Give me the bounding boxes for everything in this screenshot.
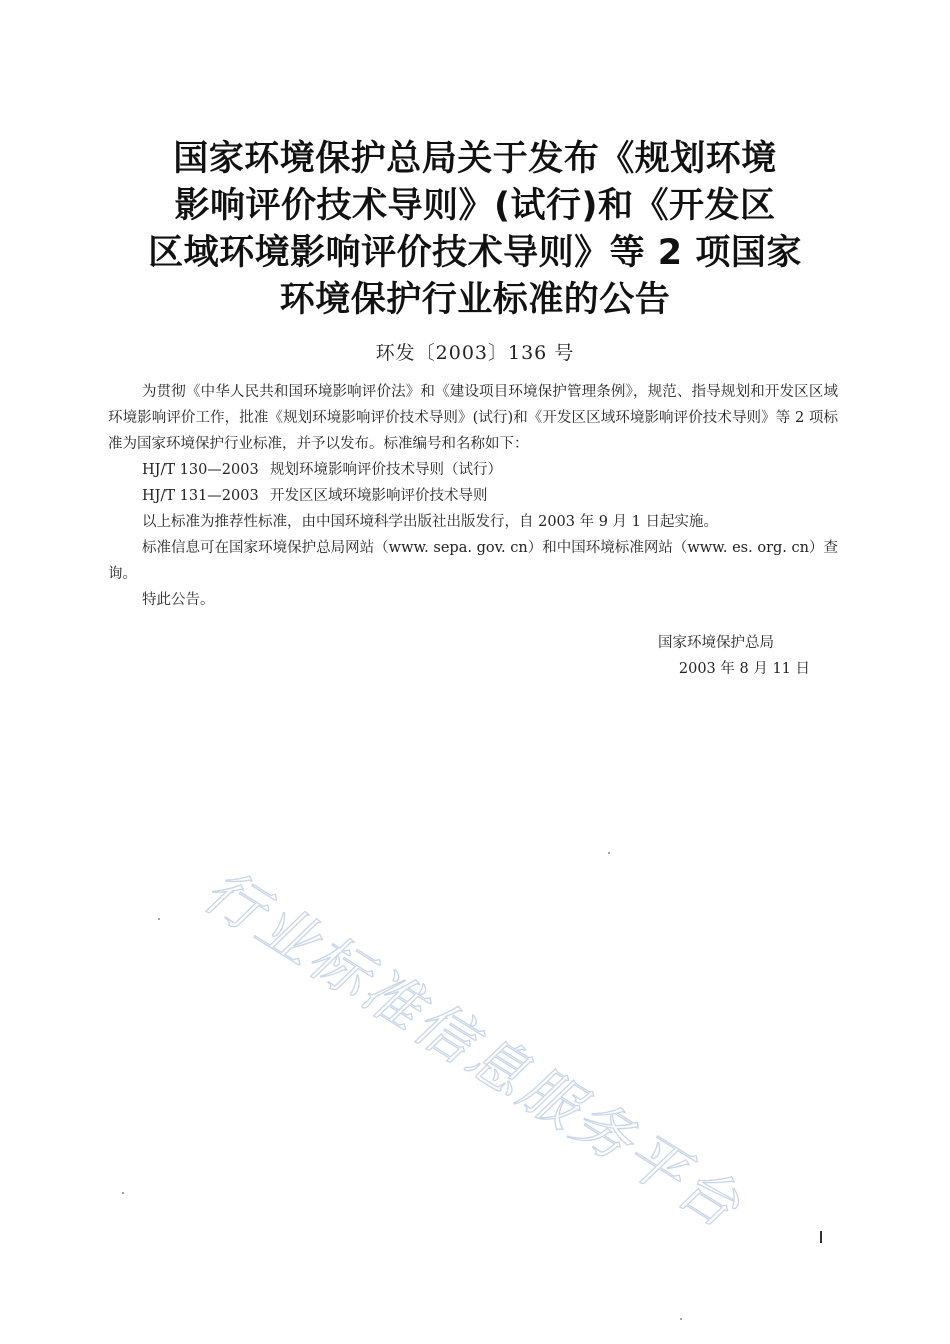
title-line-2: 影响评价技术导则》(试行)和《开发区 bbox=[174, 186, 776, 226]
scan-speck bbox=[680, 1318, 682, 1320]
signature-org: 国家环境保护总局 bbox=[658, 635, 774, 651]
standard-item-1 bbox=[108, 457, 838, 483]
scan-speck bbox=[608, 852, 610, 854]
scan-speck bbox=[122, 1192, 124, 1194]
recommendation-paragraph: 以上标准为推荐性标准，由中国环境科学出版社出版发行，自 2003 年 9 月 1 日起实施。 bbox=[142, 514, 719, 530]
standard-name: 规划环境影响评价技术导则（试行） bbox=[270, 462, 502, 478]
watermark: 行业标准信息服务平台 bbox=[192, 856, 754, 1243]
standard-name: 开发区区域环境影响评价技术导则 bbox=[270, 488, 488, 504]
title-line-4: 环境保护行业标准的公告 bbox=[279, 280, 671, 320]
closing-line: 特此公告。 bbox=[142, 592, 215, 608]
document-number: 环发〔2003〕136 号 bbox=[375, 342, 575, 364]
standard-item-2 bbox=[108, 483, 838, 509]
title-line-1: 国家环境保护总局关于发布《规划环境 bbox=[173, 139, 777, 179]
standard-code: HJ/T 130—2003 bbox=[142, 462, 259, 478]
signature-date: 2003 年 8 月 11 日 bbox=[678, 661, 810, 677]
scan-speck bbox=[158, 918, 160, 920]
page-edge-mark bbox=[820, 1231, 822, 1243]
signature-block bbox=[600, 630, 810, 682]
document-body bbox=[108, 379, 838, 613]
document-title bbox=[0, 136, 950, 324]
info-paragraph: 标准信息可在国家环境保护总局网站（www. sepa. gov. cn）和中国环境标准网站（www. es. org. cn）查询。 bbox=[108, 540, 838, 582]
standard-code: HJ/T 131—2003 bbox=[142, 488, 259, 504]
intro-paragraph: 为贯彻《中华人民共和国环境影响评价法》和《建设项目环境保护管理条例》，规范、指导规划和开发区区域环境影响评价工作，批准《规划环境影响评价技术导则》(试行)和《开发区区域环境影响评价技术导则》等 2 项标准为国家环境保护行业标准，并予以发布。标准编号和名称如下： bbox=[108, 384, 838, 452]
title-line-3: 区域环境影响评价技术导则》等 2 项国家 bbox=[148, 233, 802, 273]
